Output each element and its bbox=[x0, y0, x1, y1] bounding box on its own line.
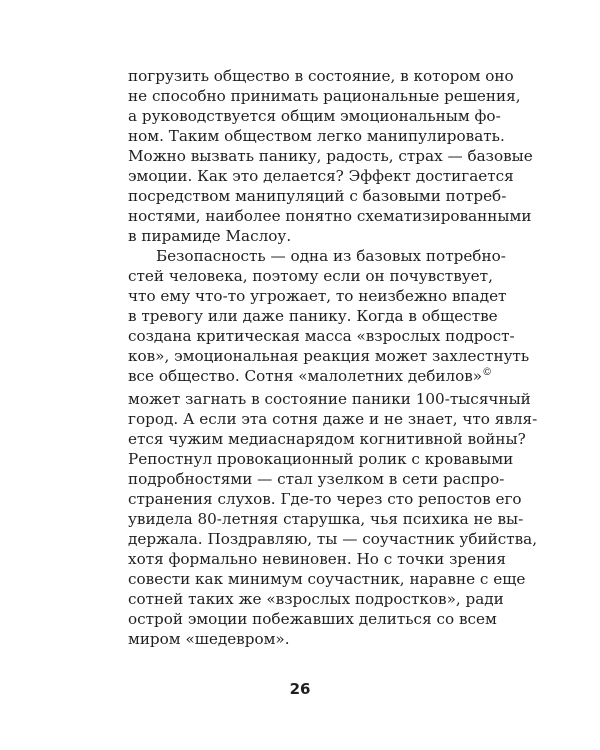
text-line: странения слухов. Где-то через сто репостов его bbox=[128, 490, 522, 508]
text-line: ется чужим медиаснарядом когнитивной войны? bbox=[128, 430, 526, 448]
text-line: совести как минимум соучастник, наравне с еще bbox=[128, 570, 526, 588]
text-line: посредством манипуляций с базовыми потреб- bbox=[128, 187, 507, 205]
text-line: Репостнул провокационный ролик с кровавыми bbox=[128, 450, 514, 468]
text-line: хотя формально невиновен. Но с точки зрения bbox=[128, 550, 506, 568]
text-line: миром «шедевром». bbox=[128, 630, 290, 648]
text-line: что ему что-то угрожает, то неизбежно впадет bbox=[128, 287, 507, 305]
text-line: все общество. Сотня «малолетних дебилов» bbox=[128, 367, 483, 385]
text-line: сотней таких же «взрослых подростков», ради bbox=[128, 590, 504, 608]
text-line: ностями, наиболее понятно схематизированными bbox=[128, 207, 532, 225]
text-line: а руководствуется общим эмоциональным фо- bbox=[128, 107, 501, 125]
paragraph-1 bbox=[128, 66, 533, 246]
text-line: в тревогу или даже панику. Когда в обществе bbox=[128, 307, 498, 325]
text-line-with-mark bbox=[128, 366, 493, 389]
text-line: увидела 80-летняя старушка, чья психика не вы- bbox=[128, 510, 524, 528]
text-line: стей человека, поэтому если он почувствует, bbox=[128, 267, 493, 285]
page-number: 26 bbox=[289, 680, 311, 698]
text-line: эмоции. Как это делается? Эффект достигается bbox=[128, 167, 514, 185]
body-text bbox=[128, 66, 538, 649]
text-line: Можно вызвать панику, радость, страх — базовые bbox=[128, 147, 533, 165]
text-line: ков», эмоциональная реакция может захлестнуть bbox=[128, 347, 530, 365]
paragraph-2 bbox=[128, 246, 538, 649]
text-line: создана критическая масса «взрослых подрост- bbox=[128, 327, 515, 345]
text-line: в пирамиде Маслоу. bbox=[128, 227, 292, 245]
copyright-mark: © bbox=[482, 367, 493, 378]
text-line: погрузить общество в состояние, в котором оно bbox=[128, 67, 514, 85]
text-line: может загнать в состояние паники 100-тысячный bbox=[128, 390, 531, 408]
text-line: город. А если эта сотня даже и не знает, что явля- bbox=[128, 410, 538, 428]
text-line: Безопасность — одна из базовых потребно- bbox=[156, 247, 506, 265]
text-line: ном. Таким обществом легко манипулировать. bbox=[128, 127, 505, 145]
text-line: не способно принимать рациональные решения, bbox=[128, 87, 521, 105]
text-line: держала. Поздравляю, ты — соучастник убийства, bbox=[128, 530, 538, 548]
text-line: подробностями — стал узелком в сети распро- bbox=[128, 470, 505, 488]
text-line: острой эмоции побежавших делиться со всем bbox=[128, 610, 497, 628]
